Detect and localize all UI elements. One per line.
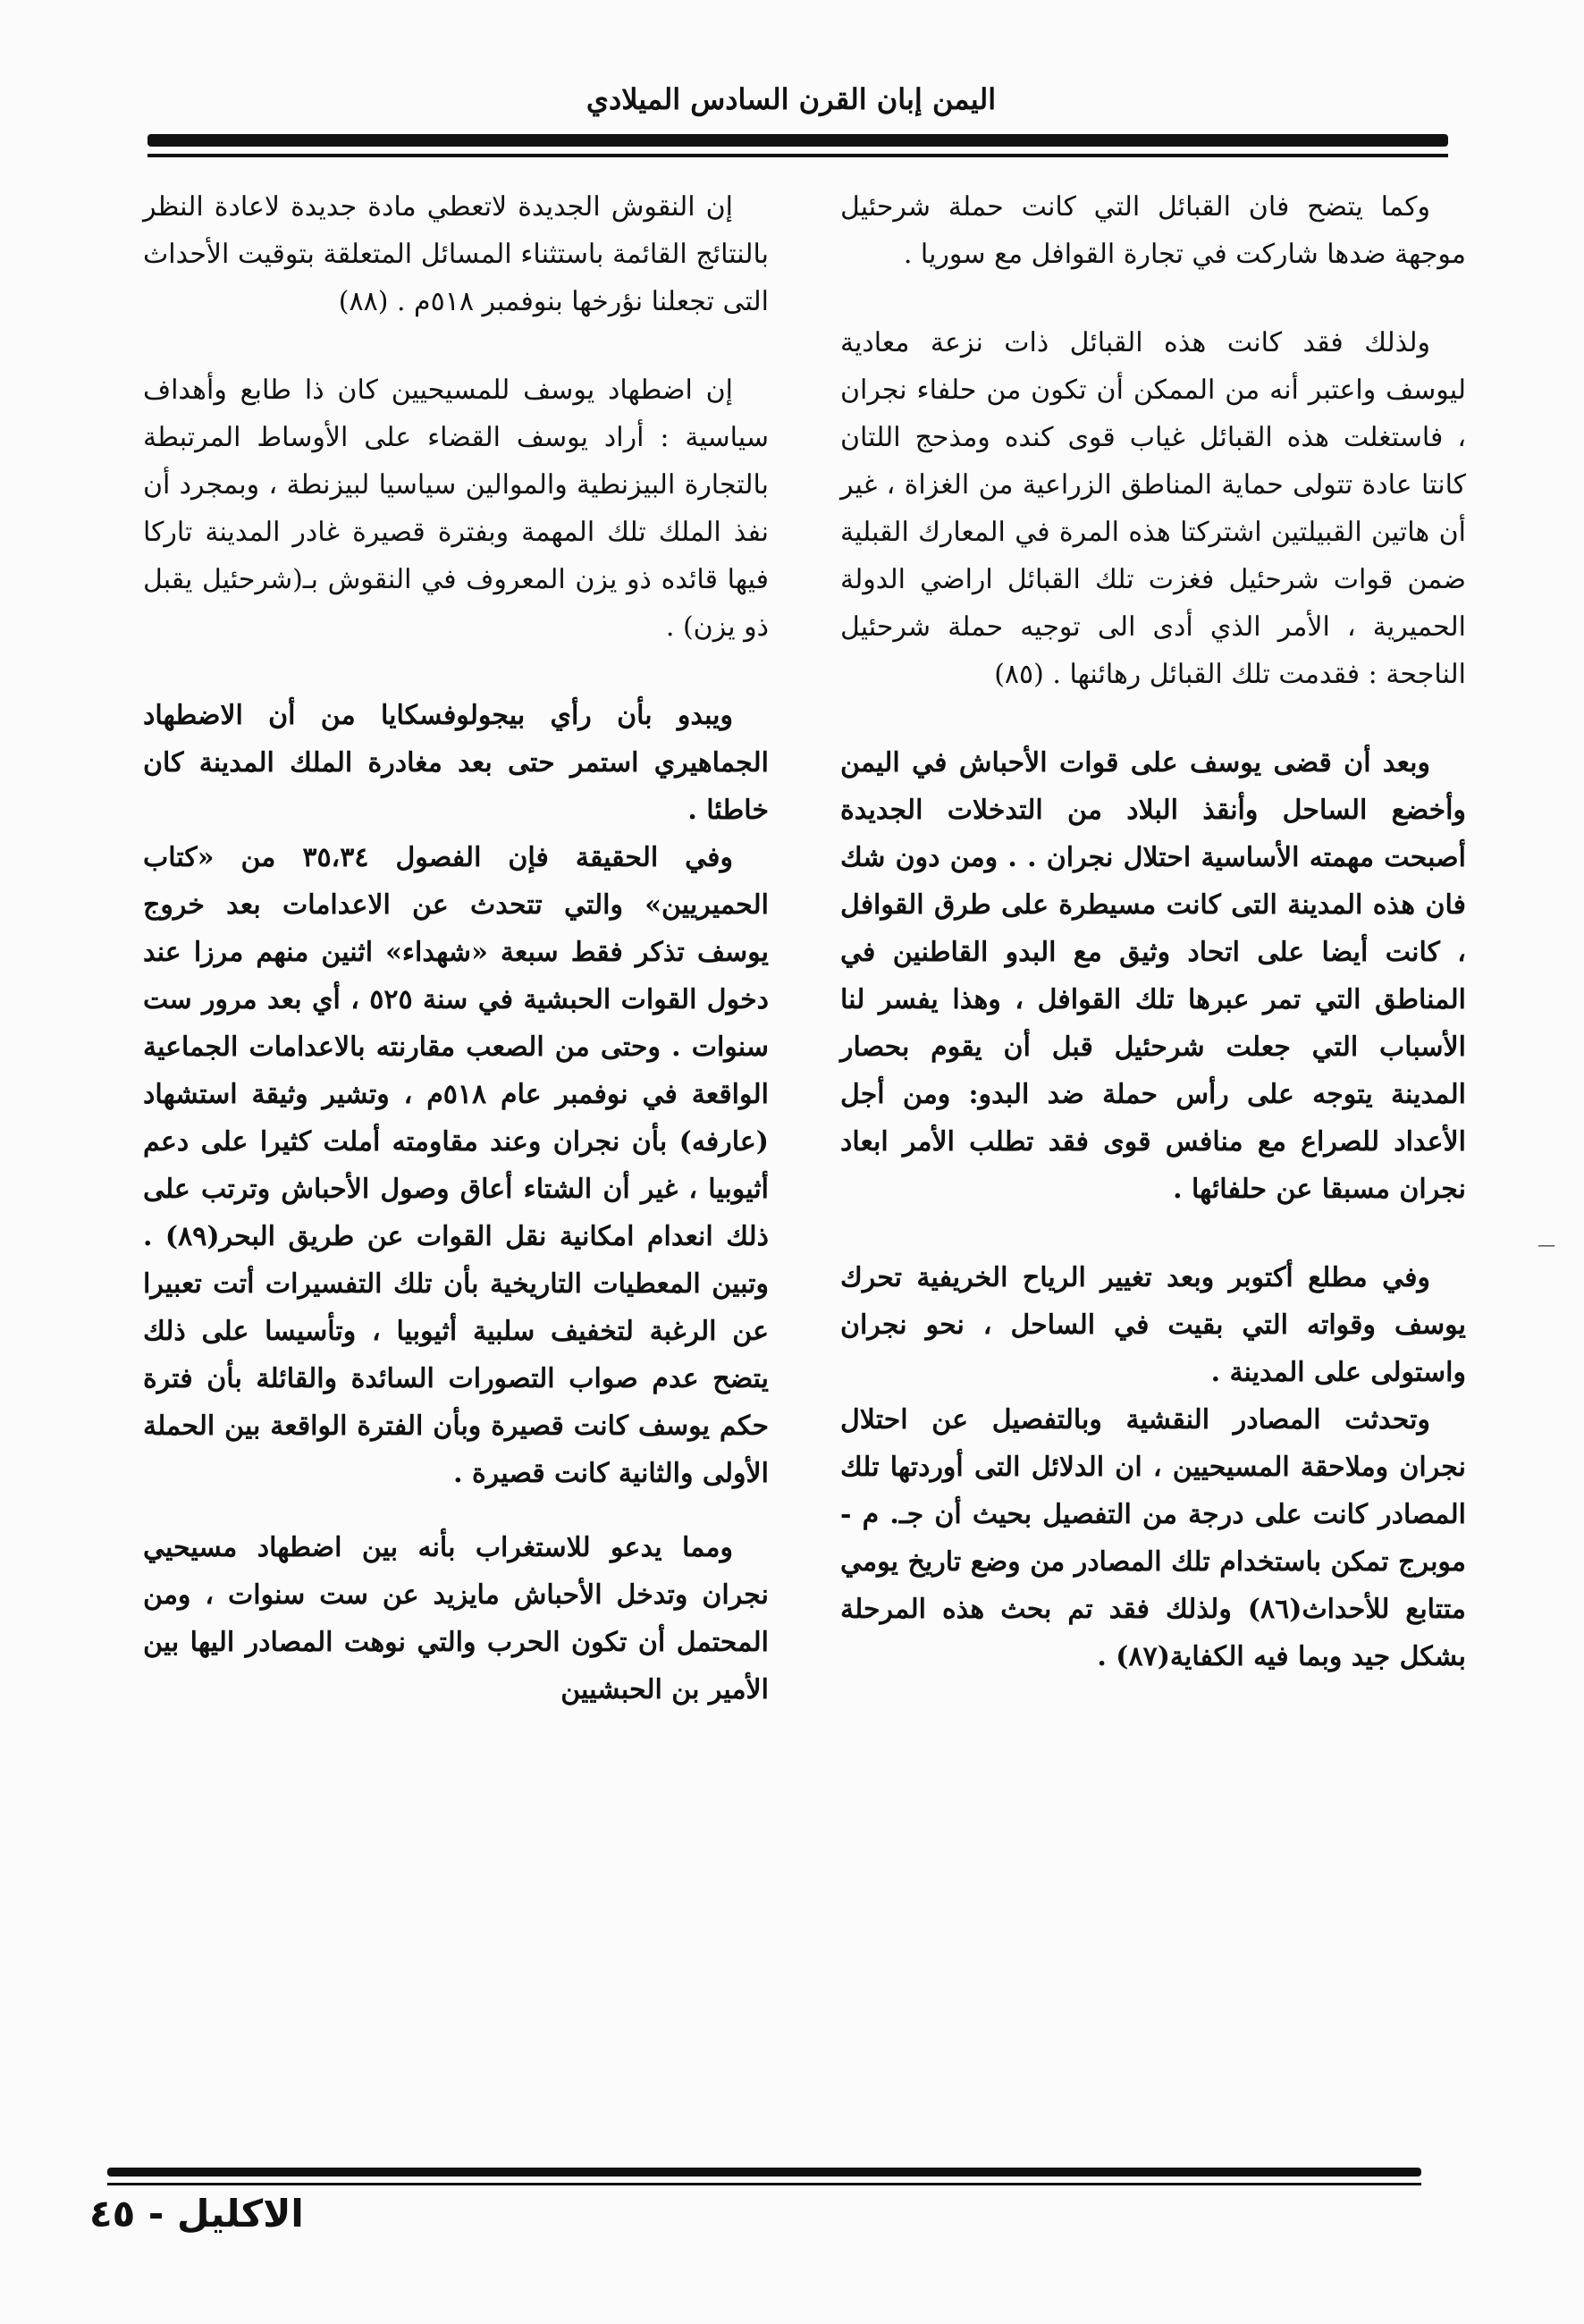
paragraph: وفي الحقيقة فإن الفصول ٣٥،٣٤ من «كتاب الحميريين» والتي تتحدث عن الاعدامات بعد خروج يوسف تذكر فقط سبعة «شهداء» اثنين منهم مرزا عند دخول القوات الحبشية في سنة ٥٢٥ ، أي بعد مرور ست سنوات . وحتى من الصعب مقارنته بالاعدامات الجماعية الواقعة في نوفمبر عام ٥١٨م ، وتشير وثيقة استشهاد (عارفه) بأن نجران وعند مقاومته أملت كثيرا على دعم أثيوبيا ، غير أن الشتاء أعاق وصول الأحباش وترتب على ذلك انعدام امكانية نقل القوات عن طريق البحر(٨٩) . وتبين المعطيات التاريخية بأن تلك التفسيرات أتت تعبيرا عن الرغبة لتخفيف سلبية أثيوبيا ، وتأسيسا على ذلك يتضح عدم صواب التصورات السائدة والقائلة بأن فترة حكم يوسف كانت قصيرة وبأن الفترة الواقعة بين الحملة الأولى والثانية كانت قصيرة . (143, 842, 770, 1489)
footer-rule (107, 2168, 1421, 2177)
left-column (143, 183, 769, 2185)
paragraph: وبعد أن قضى يوسف على قوات الأحباش في اليمن وأخضع الساحل وأنقذ البلاد من التدخلات الجديدة أصبحت مهمته الأساسية احتلال نجران . . ومن دون شك فان هذه المدينة التى كانت مسيطرة على طرق القوافل ، كانت أيضا على اتحاد وثيق مع البدو القاطنين في المناطق التي تمر عبرها تلك القوافل ، وهذا يفسر لنا الأسباب التي جعلت شرحئيل قبل أن يقوم بحصار المدينة يتوجه على رأس حملة ضد البدو: ومن أجل الأعداد للصراع مع منافس قوى فقد تطلب الأمر ابعاد نجران مسبقا عن حلفائها . (840, 747, 1466, 1205)
paragraph: ولذلك فقد كانت هذه القبائل ذات نزعة معادية ليوسف واعتبر أنه من الممكن أن تكون من حلفاء نجران ، فاستغلت هذه القبائل غياب قوى كنده ومذحج اللتان كانتا عادة تتولى حماية المناطق الزراعية من الغزاة ، غير أن هاتين القبيلتين اشتركتا هذه المرة في المعارك القبلية ضمن قوات شرحئيل فغزت تلك القبائل اراضي الدولة الحميرية ، الأمر الذي أدى الى توجيه حملة شرحئيل الناجحة : فقدمت تلك القبائل رهائنها . (٨٥) (840, 327, 1466, 690)
paragraph: ويبدو بأن رأي بيجولوفسكايا من أن الاضطهاد الجماهيري استمر حتى بعد مغادرة الملك المدينة كان خاطئا . (143, 700, 769, 826)
journal-page-number: الاكليل - ٤٥ (89, 2192, 304, 2236)
paragraph: إن النقوش الجديدة لاتعطي مادة جديدة لاعادة النظر بالنتائج القائمة باستثناء المسائل المتعلقة بتوقيت الأحداث التى تجعلنا نؤرخها بنوفمبر ٥١٨م . (٨٨) (143, 191, 769, 317)
footer-rule-thin (107, 2183, 1421, 2185)
right-column (840, 183, 1466, 2185)
paragraph: ومما يدعو للاستغراب بأنه بين اضطهاد مسيحيي نجران وتدخل الأحباش مايزيد عن ست سنوات ، ومن المحتمل أن تكون الحرب والتي نوهت المصادر اليها بين الأمير بن الحبشيين (143, 1532, 769, 1705)
header-rule (147, 134, 1448, 147)
running-title: اليمن إبان القرن السادس الميلادي (586, 82, 997, 116)
margin-dash-mark: — (1538, 1234, 1555, 1255)
header-rule-thin (147, 154, 1448, 157)
paragraph: إن اضطهاد يوسف للمسيحيين كان ذا طابع وأهداف سياسية : أراد يوسف القضاء على الأوساط المرتبطة بالتجارة البيزنطية والموالين سياسيا لبيزنطة ، وبمجرد أن نفذ الملك تلك المهمة وبفترة قصيرة غادر المدينة تاركا فيها قائده ذو يزن المعروف في النقوش بـ(شرحئيل يقبل ذو يزن) . (143, 375, 769, 643)
paragraph: وتحدثت المصادر النقشية وبالتفصيل عن احتلال نجران وملاحقة المسيحيين ، ان الدلائل التى أوردتها تلك المصادر كانت على درجة من التفصيل بحيث أن جـ. م - موبرج تمكن باستخدام تلك المصادر من وضع تاريخ يومي متتابع للأحداث(٨٦) ولذلك فقد تم بحث هذه المرحلة بشكل جيد وبما فيه الكفاية(٨٧) . (840, 1404, 1466, 1672)
paragraph: وفي مطلع أكتوبر وبعد تغيير الرياح الخريفية تحرك يوسف وقواته التي بقيت في الساحل ، نحو نجران واستولى على المدينة . (840, 1262, 1466, 1388)
paragraph: وكما يتضح فان القبائل التي كانت حملة شرحئيل موجهة ضدها شاركت في تجارة القوافل مع سوريا . (840, 191, 1466, 270)
